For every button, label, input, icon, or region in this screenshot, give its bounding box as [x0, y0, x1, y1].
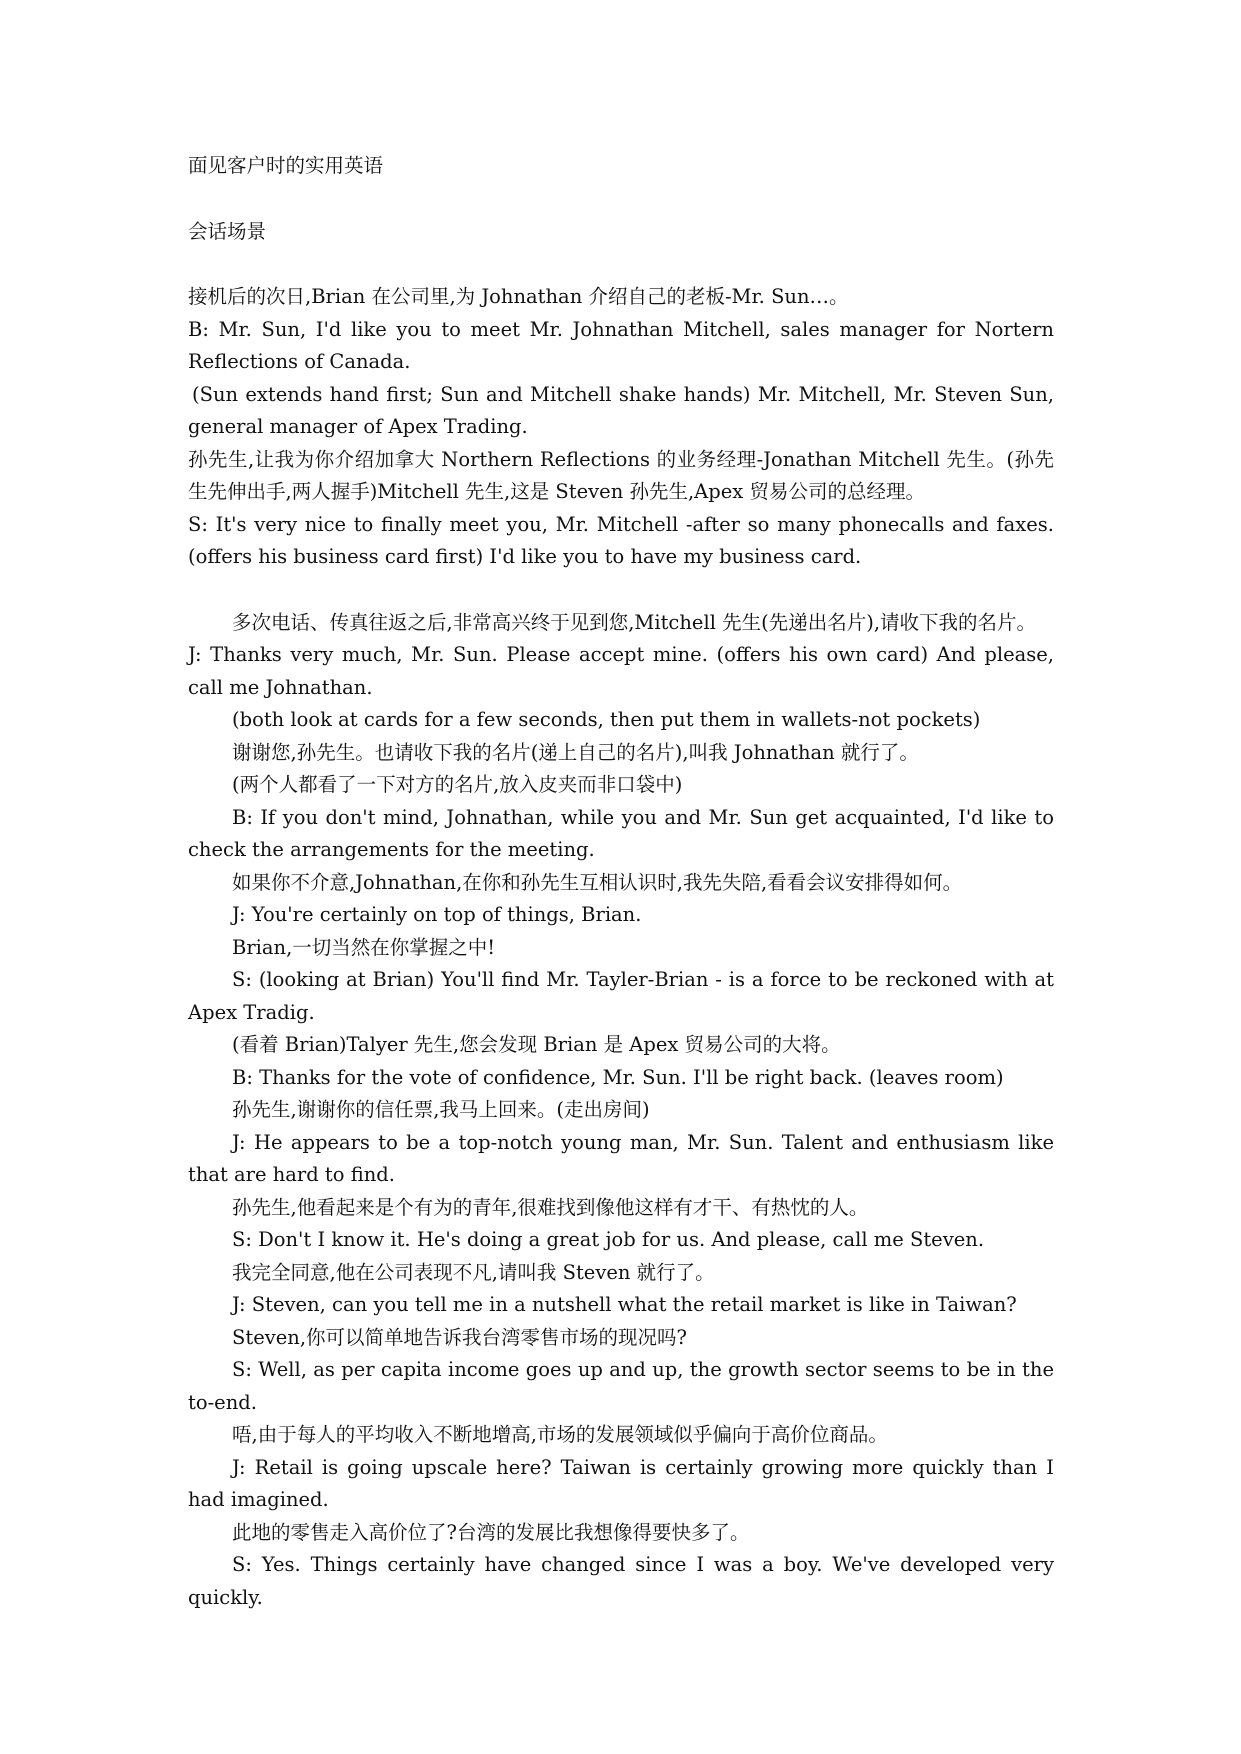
- paragraph-dialogue: B: Mr. Sun, I'd like you to meet Mr. Johnathan Mitchell, sales manager for Nortern Reflections of Canada.: [188, 317, 1054, 373]
- paragraph-dialogue: S: Yes. Things certainly have changed since I was a boy. We've developed very quickly.: [188, 1553, 1054, 1609]
- paragraph-dialogue: J: You're certainly on top of things, Brian.: [232, 903, 642, 926]
- paragraph-translation: Brian,一切当然在你掌握之中!: [232, 935, 496, 959]
- paragraph-dialogue: J: He appears to be a top-notch young man, Mr. Sun. Talent and enthusiasm like that are hard to find.: [188, 1130, 1054, 1186]
- paragraph-stage-direction: (both look at cards for a few seconds, then put them in wallets-not pockets): [232, 708, 981, 731]
- paragraph-translation: 如果你不介意,Johnathan,在你和孙先生互相认识时,我先失陪,看看会议安排得如何。: [232, 870, 963, 894]
- document-title: 面见客户时的实用英语: [188, 154, 384, 177]
- paragraph-translation: Steven,你可以简单地告诉我台湾零售市场的现况吗?: [232, 1325, 688, 1349]
- paragraph-translation: 此地的零售走入高价位了?台湾的发展比我想像得要快多了。: [232, 1520, 750, 1544]
- paragraph-translation: (看着 Brian)Talyer 先生,您会发现 Brian 是 Apex 贸易公司的大将。: [232, 1033, 841, 1056]
- paragraph-dialogue: S: Well, as per capita income goes up and up, the growth sector seems to be in the to-end.: [188, 1358, 1054, 1414]
- paragraph-dialogue: J: Thanks very much, Mr. Sun. Please accept mine. (offers his own card) And please, call me Johnathan.: [188, 643, 1054, 699]
- paragraph-intro: 接机后的次日,Brian 在公司里,为 Johnathan 介绍自己的老板-Mr. Sun…。: [188, 285, 849, 308]
- paragraph-dialogue: S: It's very nice to finally meet you, Mr. Mitchell -after so many phonecalls and faxes. (offers his business card first) I'd like you to have my business card.: [188, 512, 1054, 568]
- document-page: [188, 150, 1054, 1614]
- paragraph-translation: 谢谢您,孙先生。也请收下我的名片(递上自己的名片),叫我 Johnathan 就行了。: [232, 740, 919, 764]
- section-heading: 会话场景: [188, 219, 267, 243]
- paragraph-dialogue: S: (looking at Brian) You'll find Mr. Tayler-Brian - is a force to be reckoned with at Apex Tradig.: [188, 968, 1054, 1024]
- paragraph-dialogue: S: Don't I know it. He's doing a great job for us. And please, call me Steven.: [232, 1228, 985, 1251]
- paragraph-translation: (两个人都看了一下对方的名片,放入皮夹而非口袋中): [232, 773, 683, 796]
- paragraph-translation: 孙先生,让我为你介绍加拿大 Northern Reflections 的业务经理-Jonathan Mitchell 先生。(孙先生先伸出手,两人握手)Mitchell 先生,这是 Steven 孙先生,Apex 贸易公司的总经理。: [188, 447, 1054, 503]
- paragraph-dialogue: J: Retail is going upscale here? Taiwan is certainly growing more quickly than I had imagined.: [188, 1455, 1054, 1511]
- paragraph-translation: 孙先生,谢谢你的信任票,我马上回来。(走出房间): [232, 1098, 650, 1121]
- paragraph-translation: 多次电话、传真往返之后,非常高兴终于见到您,Mitchell 先生(先递出名片),请收下我的名片。: [232, 610, 1037, 634]
- paragraph-dialogue: J: Steven, can you tell me in a nutshell what the retail market is like in Taiwan?: [232, 1293, 1017, 1316]
- paragraph-dialogue: B: If you don't mind, Johnathan, while you and Mr. Sun get acquainted, I'd like to check the arrangements for the meeting.: [188, 805, 1054, 861]
- paragraph-dialogue: B: Thanks for the vote of confidence, Mr. Sun. I'll be right back. (leaves room): [232, 1065, 1004, 1089]
- paragraph-translation: 我完全同意,他在公司表现不凡,请叫我 Steven 就行了。: [232, 1260, 715, 1284]
- paragraph-stage-direction: (Sun extends hand first; Sun and Mitchell shake hands) Mr. Mitchell, Mr. Steven Sun, general manager of Apex Trading.: [188, 382, 1054, 438]
- paragraph-translation: 唔,由于每人的平均收入不断地增高,市场的发展领域似乎偏向于高价位商品。: [232, 1423, 888, 1446]
- paragraph-translation: 孙先生,他看起来是个有为的青年,很难找到像他这样有才干、有热忱的人。: [232, 1195, 869, 1219]
